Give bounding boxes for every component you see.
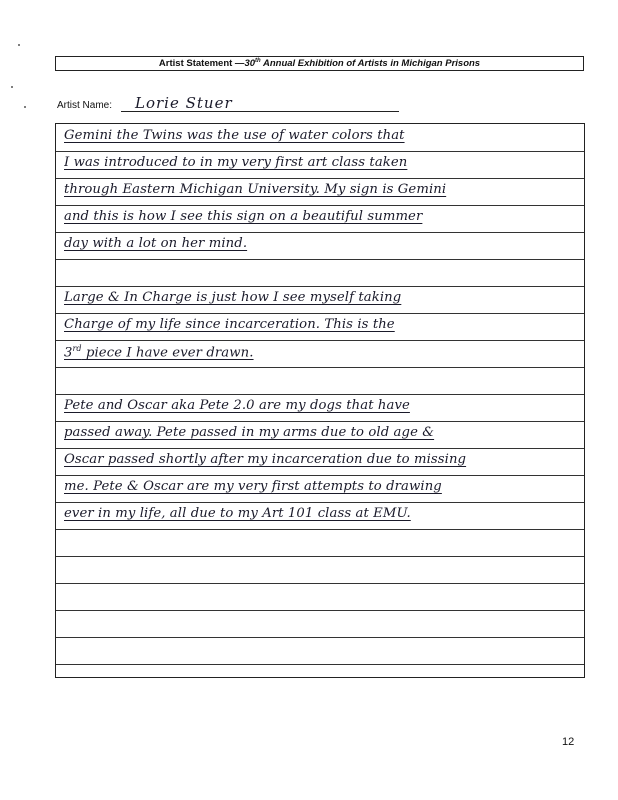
header-title bbox=[244, 58, 480, 69]
statement-line: ever in my life, all due to my Art 101 class at EMU. bbox=[64, 506, 411, 521]
artist-name-value: Lorie Stuer bbox=[135, 94, 233, 112]
statement-header bbox=[55, 56, 584, 71]
statement-line: Charge of my life since incarceration. This is the bbox=[64, 317, 395, 332]
ruled-line bbox=[56, 394, 584, 395]
statement-line: through Eastern Michigan University. My sign is Gemini bbox=[64, 182, 447, 197]
statement-line: and this is how I see this sign on a beautiful summer bbox=[64, 209, 423, 224]
ruled-line bbox=[56, 664, 584, 665]
scan-mark bbox=[24, 106, 26, 108]
statement-line: I was introduced to in my very first art class taken bbox=[64, 155, 408, 170]
statement-line: day with a lot on her mind. bbox=[64, 236, 248, 251]
header-ordinal: 30 bbox=[244, 58, 256, 69]
scan-mark bbox=[11, 86, 13, 88]
line-remainder: piece I have ever drawn. bbox=[81, 345, 254, 361]
ordinal-number: 3 bbox=[64, 345, 73, 361]
page-number: 12 bbox=[562, 736, 575, 748]
ruled-line bbox=[56, 556, 584, 557]
header-prefix: Artist Statement — bbox=[158, 58, 245, 69]
ruled-line bbox=[56, 610, 584, 611]
ruled-line bbox=[56, 286, 584, 287]
statement-line: Large & In Charge is just how I see myself taking bbox=[64, 290, 402, 305]
header-ordinal-suffix: th bbox=[255, 58, 261, 64]
statement-box bbox=[55, 123, 585, 678]
statement-line: passed away. Pete passed in my arms due to old age & bbox=[64, 425, 435, 440]
scan-mark bbox=[18, 44, 20, 46]
statement-line: me. Pete & Oscar are my very first attempts to drawing bbox=[64, 479, 442, 494]
statement-line: Gemini the Twins was the use of water colors that bbox=[64, 128, 405, 143]
artist-name-label: Artist Name: bbox=[57, 100, 113, 111]
ordinal-suffix: rd bbox=[72, 344, 82, 353]
statement-line bbox=[64, 344, 576, 368]
ruled-line bbox=[56, 637, 584, 638]
ruled-line bbox=[56, 583, 584, 584]
statement-line: Pete and Oscar aka Pete 2.0 are my dogs that have bbox=[64, 398, 410, 413]
statement-line: Oscar passed shortly after my incarceration due to missing bbox=[64, 452, 467, 467]
header-suffix: Annual Exhibition of Artists in Michigan Prisons bbox=[260, 58, 481, 69]
artist-name-row bbox=[57, 96, 357, 114]
